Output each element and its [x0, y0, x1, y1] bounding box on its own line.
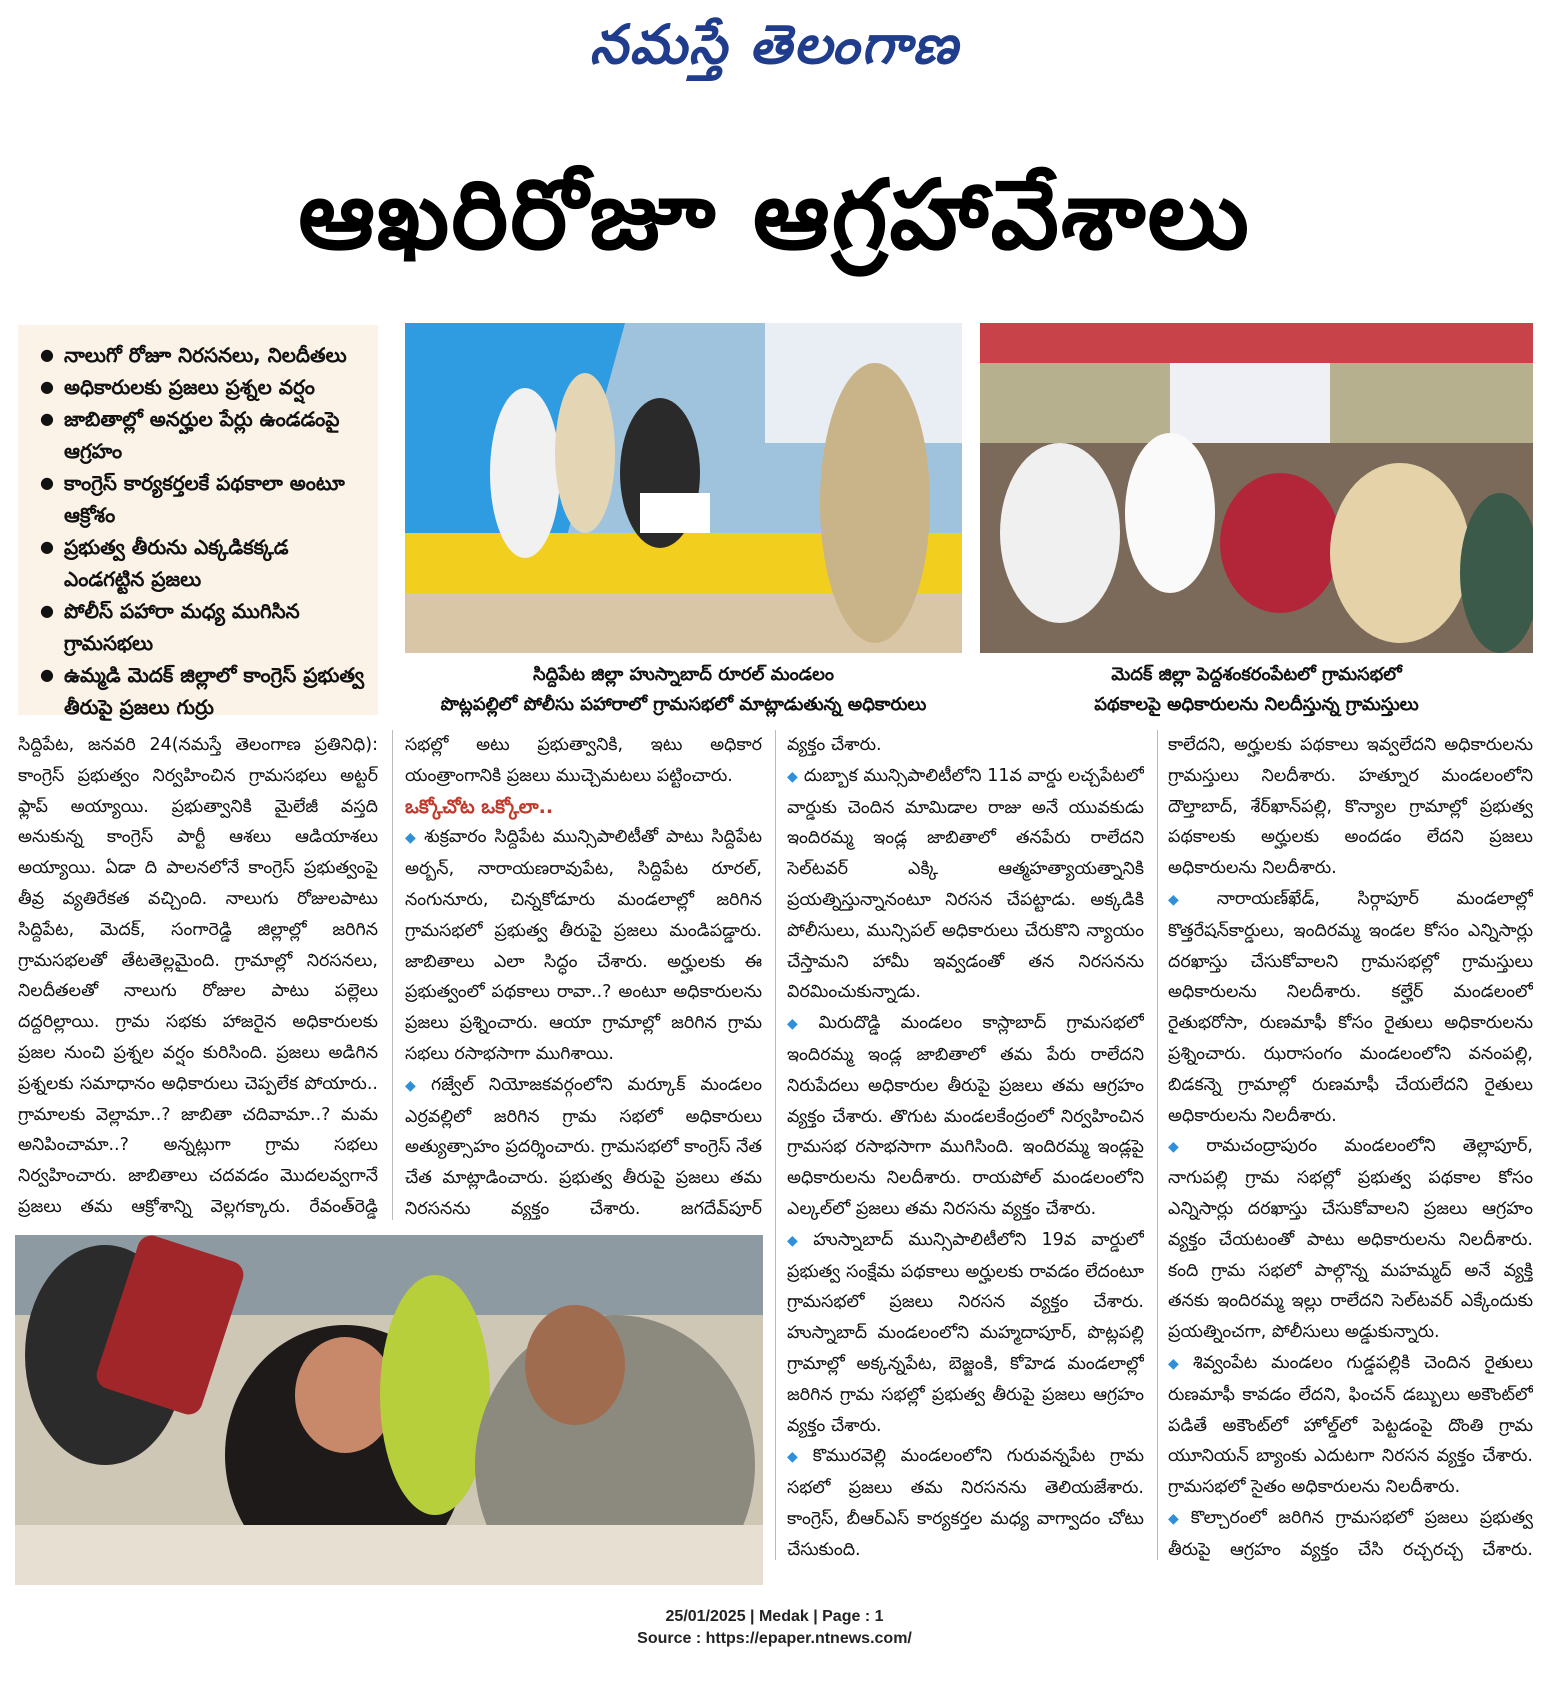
- column-divider: [392, 730, 393, 1220]
- diamond-icon: ◆: [405, 830, 419, 847]
- diamond-icon: ◆: [1168, 1139, 1201, 1156]
- highlight-item: ● ఉమ్మడి మెదక్ జిల్లాలో కాంగ్రెస్ ప్రభుత్వ తీరుపై ప్రజలు గుర్రు: [30, 659, 368, 723]
- article-column-2: సభల్లో అటు ప్రభుత్వానికి, ఇటు అధికార యంత్రాంగానికి ప్రజలు ముచ్చెమటలు పట్టించారు. ఒక్కోచోట ఒక్కోలా.. ◆ శుక్రవారం సిద్దిపేట మున్సిపాలిటీతో పాటు సిద్దిపేట అర్బన్, నారాయణరావుపేట, సిద్దిపేట రూరల్, నంగునూరు, చిన్నకోడూరు మండలాల్లో జరిగిన గ్రామసభలో ప్రభుత్వ తీరుపై ప్రజలు మండిపడ్డారు. జాబితాలు ఎలా సిద్ధం చేశారు. అర్హులకు ఈ ప్రభుత్వంలో పథకాలు రావా..? అంటూ అధికారులను ప్రజలు ప్రశ్నించారు. ఆయా గ్రామాల్లో జరిగిన గ్రామ సభలు రసాభసాగా ముగిశాయి. ◆ గజ్వేల్ నియోజకవర్గంలోని మర్కూక్ మండలం ఎర్రవల్లిలో జరిగిన గ్రామ సభలో అధికారులు అత్యుత్సాహం ప్రదర్శించారు. గ్రామసభలో కాంగ్రెస్ నేత చేత మాట్లాడించారు. ప్రభుత్వ తీరుపై ప్రజలు తమ నిరసనను వ్యక్తం చేశారు. జగదేవ్‌పూర్: [405, 735, 762, 1219]
- subheading: ఒక్కోచోట ఒక్కోలా..: [405, 795, 554, 818]
- photo-protest-crowd: [15, 1235, 763, 1585]
- article-column-4: కాలేదని, అర్హులకు పథకాలు ఇవ్వలేదని అధికారులను గ్రామస్తులు నిలదీశారు. హత్నూర మండలంలోని దౌల్తాబాద్, శేర్‌ఖాన్‌పల్లి, కొన్యాల గ్రామాల్లో ప్రభుత్వ పథకాలకు అర్హులకు అందడం లేదని ప్రజలు అధికారులను నిలదీశారు. ◆ నారాయణ్‌ఖేడ్, సిర్గాపూర్ మండలాల్లో కొత్తరేషన్‌కార్డులు, ఇందిరమ్మ ఇండల కోసం ఎన్నిసార్లు దరఖాస్తు చేసుకోవాలని గ్రామసభల్లో గ్రామస్తులు అధికారులను నిలదీశారు. కల్హేర్ మండలంలో రైతుభరోసా, రుణమాఫీ కోసం రైతులు అధికారులను ప్రశ్నించారు. ఝరాసంగం మండలంలోని వనంపల్లి, బిడకన్నె గ్రామాల్లో రుణమాఫీ చేయలేదని రైతులు అధికారులను నిలదీశారు. ◆ రామచంద్రాపురం మండలంలోని తెల్లాపూర్, నాగుపల్లి గ్రామ సభల్లో ప్రభుత్వ పథకాల కోసం ఎన్నిసార్లు దరఖాస్తు చేసుకోవాలని ప్రజలు ఆగ్రహం వ్యక్తం చేయటంతో పాటు అధికారులను నిలదీశారు. కంది గ్రామ సభలో పాల్గొన్న మహమ్మద్ అనే వ్యక్తి తనకు ఇందిరమ్మ ఇల్లు రాలేదని సెల్‌టవర్ ఎక్కేందుకు ప్రయత్నించగా, పోలీసులు అడ్డుకున్నారు. ◆ శివ్వంపేట మండలం గుడ్డపల్లికి చెందిన రైతులు రుణమాఫీ కావడం లేదని, ఫించన్ డబ్బులు అకౌంట్‌లో పడితే అకౌంట్‌లో హోల్డ్‌లో పెట్టడంపై దొంతి గ్రామ యూనియన్ బ్యాంకు ఎదుటగా నిరసన వ్యక్తం చేశారు. గ్రామసభలో సైతం అధికారులను నిలదీశారు. ◆ కొల్చారంలో జరిగిన గ్రామసభలో ప్రజలు ప్రభుత్వ తీరుపై ఆగ్రహం వ్యక్తం చేసి రచ్చరచ్చ చేశారు.: [1168, 735, 1533, 1560]
- headline: ఆఖరిరోజూ ఆగ్రహావేశాలు: [298, 159, 1251, 271]
- diamond-icon: ◆: [787, 768, 798, 785]
- highlight-item: ● జాబితాల్లో అనర్హుల పేర్లు ఉండడంపై ఆగ్రహం: [30, 403, 368, 467]
- bullet-icon: ●: [40, 601, 54, 620]
- photo-officials-meeting: [405, 323, 962, 653]
- photo-villagers-questioning: [980, 323, 1533, 653]
- diamond-icon: ◆: [787, 1449, 807, 1466]
- highlight-item: ● ప్రభుత్వ తీరును ఎక్కడికక్కడ ఎండగట్టిన ప్రజలు: [30, 531, 368, 595]
- bullet-icon: ●: [40, 665, 54, 684]
- highlight-item: ● అధికారులకు ప్రజలు ప్రశ్నల వర్షం: [30, 371, 368, 403]
- footer-date-line: 25/01/2025 | Medak | Page : 1: [665, 1608, 884, 1625]
- article-column-3: వ్యక్తం చేశారు. ◆ దుబ్బాక మున్సిపాలిటీలోని 11వ వార్డు లచ్చపేటలో వార్డుకు చెందిన మామిడాల రాజు అనే యువకుడు ఇందిరమ్మ ఇండ్ల జాబితాలో తనపేరు రాలేదని సెల్‌టవర్ ఎక్కి ఆత్మహత్యాయత్నానికి ప్రయత్నిస్తున్నానంటూ నిరసన చేపట్టాడు. అక్కడికి పోలీసులు, మున్సిపల్ అధికారులు చేరుకొని న్యాయం చేస్తామని హామీ ఇవ్వడంతో తన నిరసనను విరమించుకున్నాడు. ◆ మిరుదొడ్డి మండలం కాస్లాబాద్ గ్రామసభలో ఇందిరమ్మ ఇండ్ల జాబితాలో తమ పేరు రాలేదని నిరుపేదలు అధికారుల తీరుపై ప్రజలు తమ ఆగ్రహం వ్యక్తం చేశారు. తొగుట మండలకేంద్రంలో నిర్వహించిన గ్రామసభ రసాభసాగా ముగిసింది. ఇందిరమ్మ ఇండ్లపై అధికారులను నిలదీశారు. రాయపోల్ మండలంలోని ఎల్కల్‌లో ప్రజలు తమ నిరసను వ్యక్తం చేశారు. ◆ హుస్నాబాద్ మున్సిపాలిటీలోని 19వ వార్డులో ప్రభుత్వ సంక్షేమ పథకాలు అర్హులకు రావడం లేదంటూ గ్రామసభలో ప్రజలు నిరసన వ్యక్తం చేశారు. హుస్నాబాద్ మండలంలోని మహ్మదాపూర్, పొట్లపల్లి గ్రామాల్లో అక్కన్నపేట, బెజ్జంకి, కోహెడ మండలాల్లో జరిగిన గ్రామ సభల్లో ప్రభుత్వ తీరుపై ప్రజలు ఆగ్రహం వ్యక్తం చేశారు. ◆ కొమురవెల్లి మండలంలోని గురువన్నపేట గ్రామ సభలో ప్రజలు తమ నిరసనను తెలియజేశారు. కాంగ్రెస్, బీఆర్‌ఎస్ కార్యకర్తల మధ్య వాగ్వాదం చోటు చేసుకుంది.: [787, 735, 1144, 1560]
- diamond-icon: ◆: [1168, 891, 1211, 908]
- diamond-icon: ◆: [405, 1077, 426, 1094]
- bullet-icon: ●: [40, 409, 54, 428]
- bullet-icon: ●: [40, 377, 54, 396]
- highlights-box: [18, 325, 378, 719]
- column-divider: [1157, 730, 1158, 1560]
- diamond-icon: ◆: [1168, 1510, 1185, 1527]
- bullet-icon: ●: [40, 537, 54, 556]
- footer-source-link[interactable]: Source : https://epaper.ntnews.com/: [637, 1630, 912, 1647]
- highlight-item: ● పోలీస్ పహారా మధ్య ముగిసిన గ్రామసభలు: [30, 595, 368, 659]
- photo2-caption: మెదక్ జిల్లా పెద్దశంకరంపేటలో గ్రామసభలో పథకాలపై అధికారులను నిలదీస్తున్న గ్రామస్తులు: [1094, 664, 1419, 715]
- photo1-caption: సిద్దిపేట జిల్లా హుస్నాబాద్ రూరల్ మండలం పొట్లపల్లిలో పోలీసు పహారాలో గ్రామసభలో మాట్లాడుతున్న అధికారులు: [440, 664, 927, 715]
- page-footer: [0, 1606, 1549, 1650]
- diamond-icon: ◆: [787, 1232, 808, 1249]
- bullet-icon: ●: [40, 345, 54, 364]
- diamond-icon: ◆: [787, 1016, 813, 1033]
- column-divider: [775, 730, 776, 1560]
- masthead-logo: [0, 4, 1549, 84]
- masthead-title: నమస్తే తెలంగాణ: [589, 12, 960, 76]
- highlight-item: ● కాంగ్రెస్ కార్యకర్తలకే పథకాలా అంటూ ఆక్రోశం: [30, 467, 368, 531]
- diamond-icon: ◆: [1168, 1355, 1187, 1372]
- highlight-item: ● నాలుగో రోజూ నిరసనలు, నిలదీతలు: [30, 339, 368, 371]
- bullet-icon: ●: [40, 473, 54, 492]
- article-column-1: సిద్దిపేట, జనవరి 24(నమస్తే తెలంగాణ ప్రతినిధి): కాంగ్రెస్ ప్రభుత్వం నిర్వహించిన గ్రామసభలు అట్టర్ ఫ్లాప్ అయ్యాయి. ప్రభుత్వానికి మైలేజీ వస్తది అనుకున్న కాంగ్రెస్ పార్టీ ఆశలు ఆడియాశలు అయ్యాయి. ఏడా ది పాలనలోనే కాంగ్రెస్ ప్రభుత్వంపై తీవ్ర వ్యతిరేకత వచ్చింది. నాలుగు రోజులపాటు సిద్దిపేట, మెదక్, సంగారెడ్డి జిల్లాల్లో జరిగిన గ్రామసభలతో తేటతెల్లమైంది. గ్రామాల్లో నిరసనలు, నిలదీతలతో నాలుగు రోజుల పాటు పల్లెలు దద్దరిల్లాయి. గ్రామ సభకు హాజరైన అధికారులకు ప్రజల నుంచి ప్రశ్నల వర్షం కురిసింది. ప్రజలు అడిగిన ప్రశ్నలకు సమాధానం అధికారులు చెప్పలేక పోయారు.. గ్రామాలకు వెల్లామా..? జాబితా చదివామా..? మమ అనిపించామా..? అన్నట్లుగా గ్రామ సభలు నిర్వహించారు. జాబితాలు చదవడం మొదలవ్వగానే ప్రజలు తమ ఆక్రోశాన్ని వెల్లగక్కారు. రేవంత్‌రెడ్డి: [18, 735, 378, 1217]
